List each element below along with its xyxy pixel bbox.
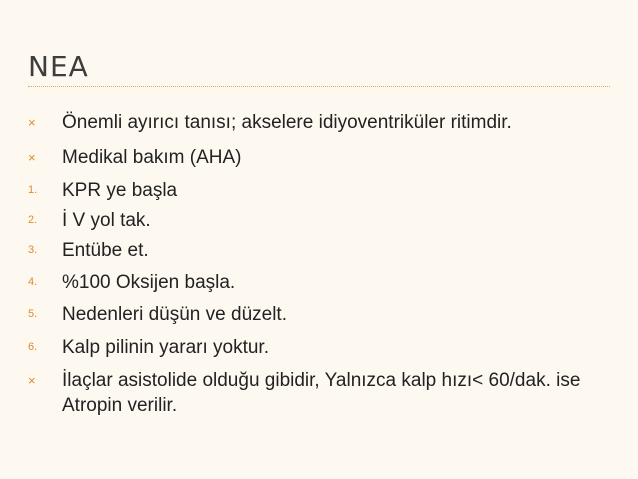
list-number: 5. <box>28 308 38 320</box>
title-divider <box>28 86 610 87</box>
x-mark-icon: × <box>28 115 36 130</box>
list-number: 1. <box>28 184 38 196</box>
list-item-text: İ V yol tak. <box>62 210 151 231</box>
list-number: 3. <box>28 244 38 256</box>
list-item-text: Kalp pilinin yararı yoktur. <box>62 337 269 358</box>
list-number: 2. <box>28 214 38 226</box>
slide-title: NEA <box>28 50 89 83</box>
list-number: 4. <box>28 276 38 288</box>
list-item-text: %100 Oksijen başla. <box>62 272 236 293</box>
x-mark-icon: × <box>28 150 36 165</box>
x-mark-icon: × <box>28 373 36 388</box>
list-item-text: KPR ye başla <box>62 180 178 201</box>
list-item-text: Medikal bakım (AHA) <box>62 147 242 168</box>
list-number: 6. <box>28 341 38 353</box>
list-item-text: İlaçlar asistolide olduğu gibidir, Yalnızca kalp hızı< 60/dak. ise Atropin verilir. <box>62 370 581 416</box>
list-item-text: Önemli ayırıcı tanısı; akselere idiyoventriküler ritimdir. <box>62 112 512 133</box>
list-item-text: Nedenleri düşün ve düzelt. <box>62 304 287 325</box>
list-item-text: Entübe et. <box>62 240 149 261</box>
